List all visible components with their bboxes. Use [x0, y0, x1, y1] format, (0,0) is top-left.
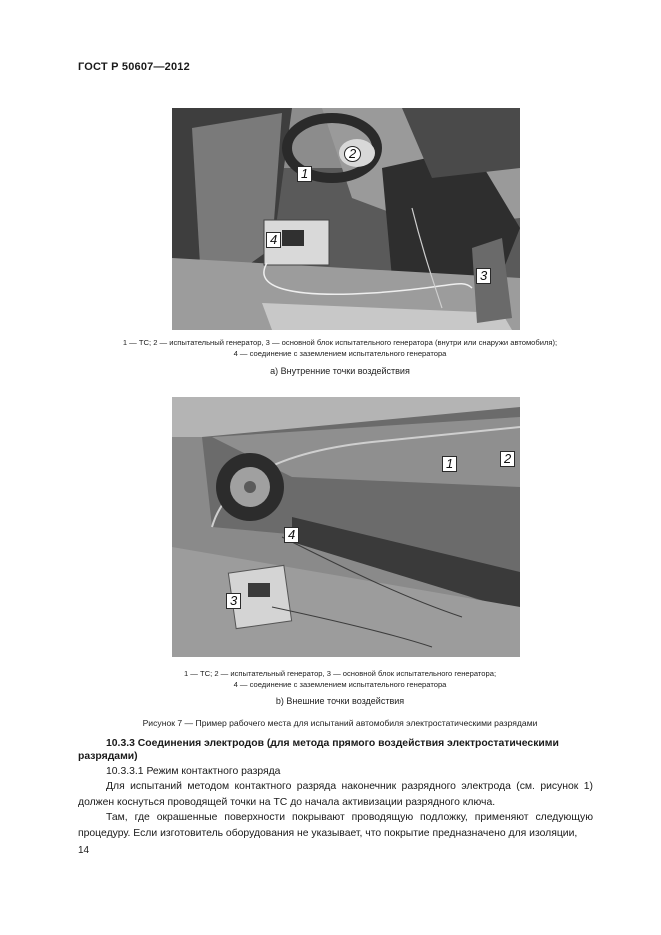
figure-a-label-1: 1: [297, 166, 312, 182]
figure-caption: Рисунок 7 — Пример рабочего места для испытаний автомобиля электростатическими разрядами: [142, 718, 538, 728]
paragraph-1: Для испытаний методом контактного разряда наконечник разрядного электрода (см. рисунок 1) должен коснуться проводящей точки на ТС до начала активизации разрядного ключа.: [78, 781, 593, 808]
photo-interior-test-points: [172, 108, 520, 330]
figure-b-legend: [60, 668, 620, 690]
figure-a-caption: а) Внутренние точки воздействия: [270, 366, 410, 376]
exterior-photo-drawing: [172, 397, 520, 657]
figure-b-label-4: 4: [284, 527, 299, 543]
figure-a-label-2: 2: [344, 146, 361, 162]
figure-b-label-1: 1: [442, 456, 457, 472]
figure-b-label-2: 2: [500, 451, 515, 467]
figure-b-caption: b) Внешние точки воздействия: [275, 696, 405, 706]
figure-a-legend-line-1: 1 — ТС; 2 — испытательный генератор, 3 — основной блок испытательного генератора (внутри или снаружи автомобиля);: [122, 338, 558, 347]
figure-a-label-4: 4: [266, 232, 281, 248]
document-header: ГОСТ Р 50607—2012: [78, 61, 190, 73]
figure-b-legend-line-2: 4 — соединение с заземлением испытательного генератора: [233, 680, 447, 689]
paragraph-2: Там, где окрашенные поверхности покрывают проводящую подложку, применяют следующую процедуру. Если изготовитель оборудования не указывает, что покрытие предназначено для изоляции,: [78, 812, 593, 839]
figure-a-legend: [60, 337, 620, 359]
figure-b-legend-line-1: 1 — ТС; 2 — испытательный генератор, 3 — основной блок испытательного генератора;: [183, 669, 497, 678]
photo-exterior-test-points: [172, 397, 520, 657]
figure-b-label-3: 3: [226, 593, 241, 609]
figure-a-legend-line-2: 4 — соединение с заземлением испытательного генератора: [233, 349, 447, 358]
section-heading: 10.3.3 Соединения электродов (для метода прямого воздействия электростатическими разрядами): [78, 738, 559, 762]
figure-a-label-3: 3: [476, 268, 491, 284]
interior-photo-drawing: [172, 108, 520, 330]
subsection-heading: 10.3.3.1 Режим контактного разряда: [106, 766, 281, 777]
page-number: 14: [78, 845, 90, 856]
